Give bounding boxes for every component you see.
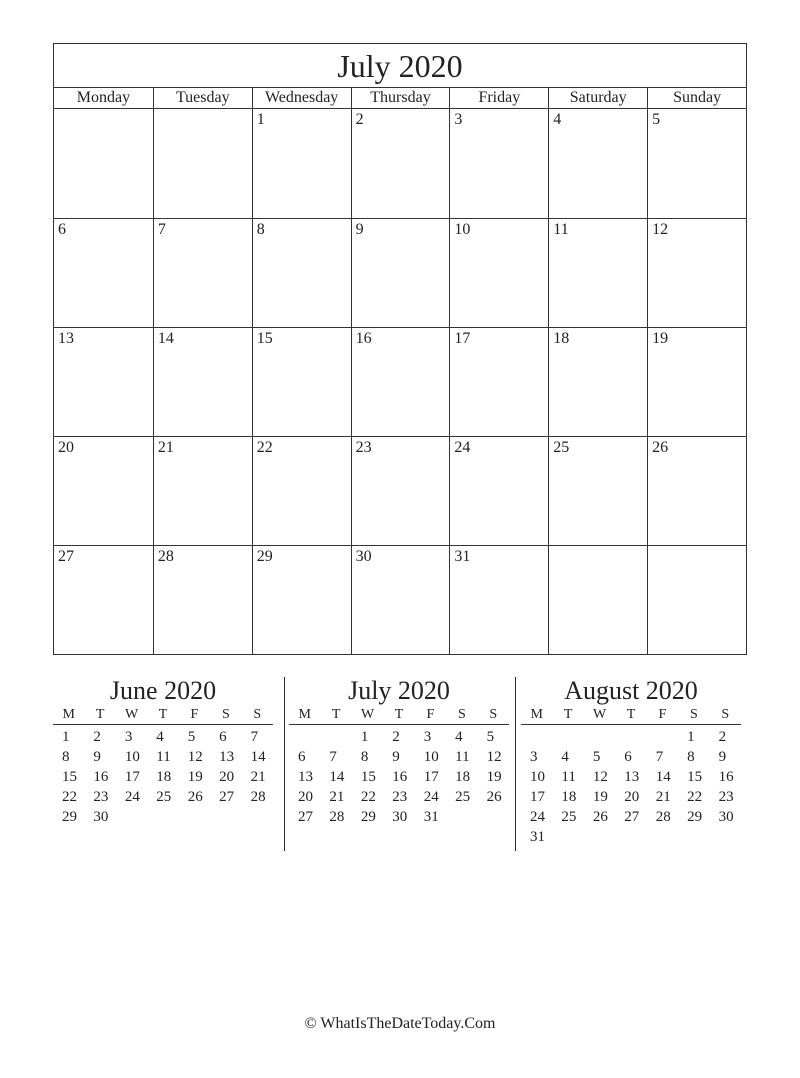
mini-day: 3 bbox=[423, 729, 432, 745]
mini-day: 31 bbox=[423, 809, 439, 825]
day-cell: 10 bbox=[449, 218, 548, 327]
mini-day: 25 bbox=[156, 789, 172, 805]
mini-day: 9 bbox=[392, 749, 400, 765]
mini-day: 29 bbox=[360, 809, 376, 825]
day-cell: 9 bbox=[351, 218, 450, 327]
copyright-footer: © WhatIsTheDateToday.Com bbox=[304, 1015, 496, 1032]
day-cell: 31 bbox=[449, 545, 548, 654]
mini-day: 19 bbox=[592, 789, 608, 805]
mini-day: 22 bbox=[687, 789, 703, 805]
mini-day: 7 bbox=[250, 729, 259, 745]
mini-weekday-label: T bbox=[95, 707, 105, 722]
mini-day bbox=[242, 807, 273, 827]
main-days-grid bbox=[54, 109, 746, 654]
mini-day: 12 bbox=[592, 769, 608, 785]
mini-day: 5 bbox=[486, 729, 495, 745]
day-cell: 27 bbox=[54, 545, 153, 654]
mini-weekday-header bbox=[53, 706, 273, 725]
weekday-label: Wednesday bbox=[252, 88, 351, 108]
mini-day: 26 bbox=[486, 789, 502, 805]
mini-day bbox=[320, 727, 351, 747]
mini-day: 17 bbox=[124, 769, 140, 785]
mini-day: 6 bbox=[624, 749, 632, 765]
mini-day: 30 bbox=[718, 809, 734, 825]
mini-day bbox=[647, 827, 678, 847]
mini-day: 15 bbox=[687, 769, 703, 785]
mini-weekday-label: F bbox=[190, 707, 199, 722]
mini-day: 20 bbox=[624, 789, 640, 805]
day-cell: 3 bbox=[449, 109, 548, 218]
mini-day: 27 bbox=[624, 809, 640, 825]
mini-day: 9 bbox=[93, 749, 101, 765]
mini-day: 12 bbox=[187, 749, 203, 765]
mini-day: 2 bbox=[392, 729, 400, 745]
mini-weekday-label: W bbox=[124, 707, 139, 722]
mini-day: 24 bbox=[530, 809, 545, 825]
mini-days-grid bbox=[53, 725, 273, 827]
mini-day: 22 bbox=[62, 789, 77, 805]
mini-day: 6 bbox=[219, 729, 227, 745]
mini-day: 23 bbox=[93, 789, 109, 805]
mini-day bbox=[615, 727, 646, 747]
mini-weekday-label: S bbox=[253, 707, 262, 722]
mini-day: 26 bbox=[187, 789, 203, 805]
mini-weekday-label: S bbox=[221, 707, 230, 722]
mini-day: 10 bbox=[530, 769, 545, 785]
mini-day: 15 bbox=[62, 769, 77, 785]
day-cell: 19 bbox=[647, 327, 746, 436]
mini-day: 28 bbox=[329, 809, 345, 825]
mini-day bbox=[710, 827, 741, 847]
mini-day: 19 bbox=[187, 769, 203, 785]
mini-weekday-label: T bbox=[394, 707, 404, 722]
mini-day: 25 bbox=[455, 789, 471, 805]
mini-day: 18 bbox=[156, 769, 172, 785]
mini-day: 1 bbox=[62, 729, 70, 745]
mini-divider bbox=[284, 677, 285, 851]
weekday-label: Sunday bbox=[647, 88, 746, 108]
mini-day: 4 bbox=[156, 729, 164, 745]
mini-day: 5 bbox=[187, 729, 196, 745]
day-cell: 25 bbox=[548, 436, 647, 545]
day-cell: 6 bbox=[54, 218, 153, 327]
mini-day: 8 bbox=[360, 749, 369, 765]
mini-day bbox=[584, 727, 615, 747]
mini-day: 27 bbox=[298, 809, 313, 825]
mini-day bbox=[552, 827, 583, 847]
mini-day: 9 bbox=[718, 749, 727, 765]
mini-weekday-label: W bbox=[592, 707, 607, 722]
mini-day: 31 bbox=[530, 829, 545, 845]
mini-day: 23 bbox=[718, 789, 734, 805]
mini-day bbox=[678, 827, 709, 847]
mini-day: 23 bbox=[392, 789, 408, 805]
day-cell: 15 bbox=[252, 327, 351, 436]
mini-day bbox=[552, 727, 583, 747]
mini-weekday-label: F bbox=[658, 707, 667, 722]
mini-calendar-title: July 2020 bbox=[348, 676, 450, 705]
mini-day: 4 bbox=[455, 729, 463, 745]
mini-day: 8 bbox=[687, 749, 695, 765]
mini-weekday-label: S bbox=[689, 707, 698, 722]
mini-weekday-header bbox=[289, 706, 509, 725]
day-cell: 22 bbox=[252, 436, 351, 545]
mini-day: 3 bbox=[124, 729, 133, 745]
day-cell: 4 bbox=[548, 109, 647, 218]
mini-day: 13 bbox=[624, 769, 640, 785]
mini-day: 29 bbox=[62, 809, 77, 825]
weekday-label: Tuesday bbox=[153, 88, 252, 108]
day-cell: 29 bbox=[252, 545, 351, 654]
mini-weekday-label: M bbox=[298, 707, 311, 722]
day-cell: 23 bbox=[351, 436, 450, 545]
mini-calendar-july bbox=[289, 676, 509, 827]
mini-divider bbox=[515, 677, 516, 851]
mini-day: 12 bbox=[486, 749, 502, 765]
mini-day: 14 bbox=[250, 749, 266, 765]
mini-day: 30 bbox=[392, 809, 408, 825]
mini-day: 20 bbox=[298, 789, 313, 805]
mini-day: 17 bbox=[423, 769, 439, 785]
day-cell bbox=[54, 109, 153, 218]
mini-day bbox=[521, 727, 552, 747]
mini-day: 2 bbox=[718, 729, 727, 745]
mini-weekday-label: T bbox=[158, 707, 168, 722]
day-cell: 28 bbox=[153, 545, 252, 654]
mini-day: 21 bbox=[250, 769, 266, 785]
mini-calendar-june bbox=[53, 676, 273, 827]
mini-day: 1 bbox=[360, 729, 369, 745]
mini-day: 3 bbox=[530, 749, 538, 765]
mini-day: 14 bbox=[329, 769, 345, 785]
day-cell: 1 bbox=[252, 109, 351, 218]
mini-day bbox=[147, 807, 178, 827]
day-cell: 20 bbox=[54, 436, 153, 545]
mini-weekday-label: S bbox=[457, 707, 466, 722]
day-cell: 17 bbox=[449, 327, 548, 436]
day-cell: 18 bbox=[548, 327, 647, 436]
mini-weekday-label: T bbox=[626, 707, 636, 722]
mini-day: 22 bbox=[360, 789, 376, 805]
mini-day: 21 bbox=[655, 789, 671, 805]
day-cell: 2 bbox=[351, 109, 450, 218]
mini-day: 21 bbox=[329, 789, 345, 805]
mini-day: 17 bbox=[530, 789, 545, 805]
mini-weekday-label: S bbox=[489, 707, 498, 722]
mini-day: 15 bbox=[360, 769, 376, 785]
mini-day: 8 bbox=[62, 749, 70, 765]
mini-weekday-label: S bbox=[721, 707, 730, 722]
day-cell: 30 bbox=[351, 545, 450, 654]
day-cell: 11 bbox=[548, 218, 647, 327]
mini-day: 13 bbox=[219, 749, 235, 765]
day-cell: 26 bbox=[647, 436, 746, 545]
day-cell bbox=[548, 545, 647, 654]
mini-day: 10 bbox=[423, 749, 439, 765]
mini-day: 18 bbox=[455, 769, 471, 785]
mini-day: 16 bbox=[93, 769, 109, 785]
mini-day bbox=[116, 807, 147, 827]
mini-day bbox=[478, 807, 509, 827]
mini-calendar-title: June 2020 bbox=[109, 676, 217, 705]
day-cell: 21 bbox=[153, 436, 252, 545]
main-calendar-title: July 2020 bbox=[54, 44, 746, 88]
mini-day: 7 bbox=[329, 749, 337, 765]
mini-day bbox=[179, 807, 210, 827]
day-cell: 12 bbox=[647, 218, 746, 327]
mini-day: 19 bbox=[486, 769, 502, 785]
mini-day: 16 bbox=[718, 769, 734, 785]
mini-day bbox=[615, 827, 646, 847]
mini-day: 29 bbox=[687, 809, 703, 825]
mini-day: 11 bbox=[156, 749, 171, 765]
weekday-label: Friday bbox=[449, 88, 548, 108]
weekday-label: Saturday bbox=[548, 88, 647, 108]
main-calendar bbox=[53, 43, 747, 655]
mini-day: 4 bbox=[561, 749, 569, 765]
mini-day: 11 bbox=[561, 769, 576, 785]
mini-day: 6 bbox=[298, 749, 306, 765]
mini-days-grid bbox=[521, 725, 741, 847]
weekday-label: Thursday bbox=[351, 88, 450, 108]
mini-day: 24 bbox=[423, 789, 439, 805]
mini-day: 28 bbox=[655, 809, 671, 825]
mini-weekday-label: W bbox=[360, 707, 375, 722]
mini-day: 14 bbox=[655, 769, 671, 785]
mini-day: 5 bbox=[592, 749, 601, 765]
mini-day bbox=[289, 727, 320, 747]
mini-day: 10 bbox=[124, 749, 140, 765]
mini-weekday-label: F bbox=[426, 707, 435, 722]
weekday-label: Monday bbox=[76, 89, 131, 106]
mini-day: 27 bbox=[219, 789, 235, 805]
day-cell: 8 bbox=[252, 218, 351, 327]
day-cell: 7 bbox=[153, 218, 252, 327]
day-cell: 14 bbox=[153, 327, 252, 436]
mini-weekday-label: M bbox=[530, 707, 543, 722]
weekday-header-row bbox=[54, 88, 746, 109]
mini-day: 18 bbox=[561, 789, 577, 805]
mini-day bbox=[210, 807, 241, 827]
mini-weekday-label: M bbox=[62, 707, 75, 722]
mini-day bbox=[584, 827, 615, 847]
mini-days-grid bbox=[289, 725, 509, 827]
mini-day: 25 bbox=[561, 809, 577, 825]
mini-day: 16 bbox=[392, 769, 408, 785]
day-cell: 16 bbox=[351, 327, 450, 436]
mini-day: 30 bbox=[93, 809, 109, 825]
mini-day: 20 bbox=[219, 769, 235, 785]
mini-day: 2 bbox=[93, 729, 101, 745]
mini-weekday-header bbox=[521, 706, 741, 725]
mini-calendar-title: August 2020 bbox=[564, 676, 698, 705]
mini-day: 26 bbox=[592, 809, 608, 825]
mini-day: 24 bbox=[124, 789, 140, 805]
mini-calendar-august bbox=[521, 676, 741, 847]
mini-day bbox=[446, 807, 477, 827]
day-cell bbox=[647, 545, 746, 654]
mini-day: 1 bbox=[687, 729, 695, 745]
mini-weekday-label: T bbox=[563, 707, 573, 722]
mini-day bbox=[647, 727, 678, 747]
day-cell: 24 bbox=[449, 436, 548, 545]
mini-day: 13 bbox=[298, 769, 313, 785]
mini-weekday-label: T bbox=[331, 707, 341, 722]
mini-day: 28 bbox=[250, 789, 266, 805]
day-cell: 5 bbox=[647, 109, 746, 218]
day-cell bbox=[153, 109, 252, 218]
mini-day: 11 bbox=[455, 749, 470, 765]
mini-day: 7 bbox=[655, 749, 664, 765]
day-cell: 13 bbox=[54, 327, 153, 436]
